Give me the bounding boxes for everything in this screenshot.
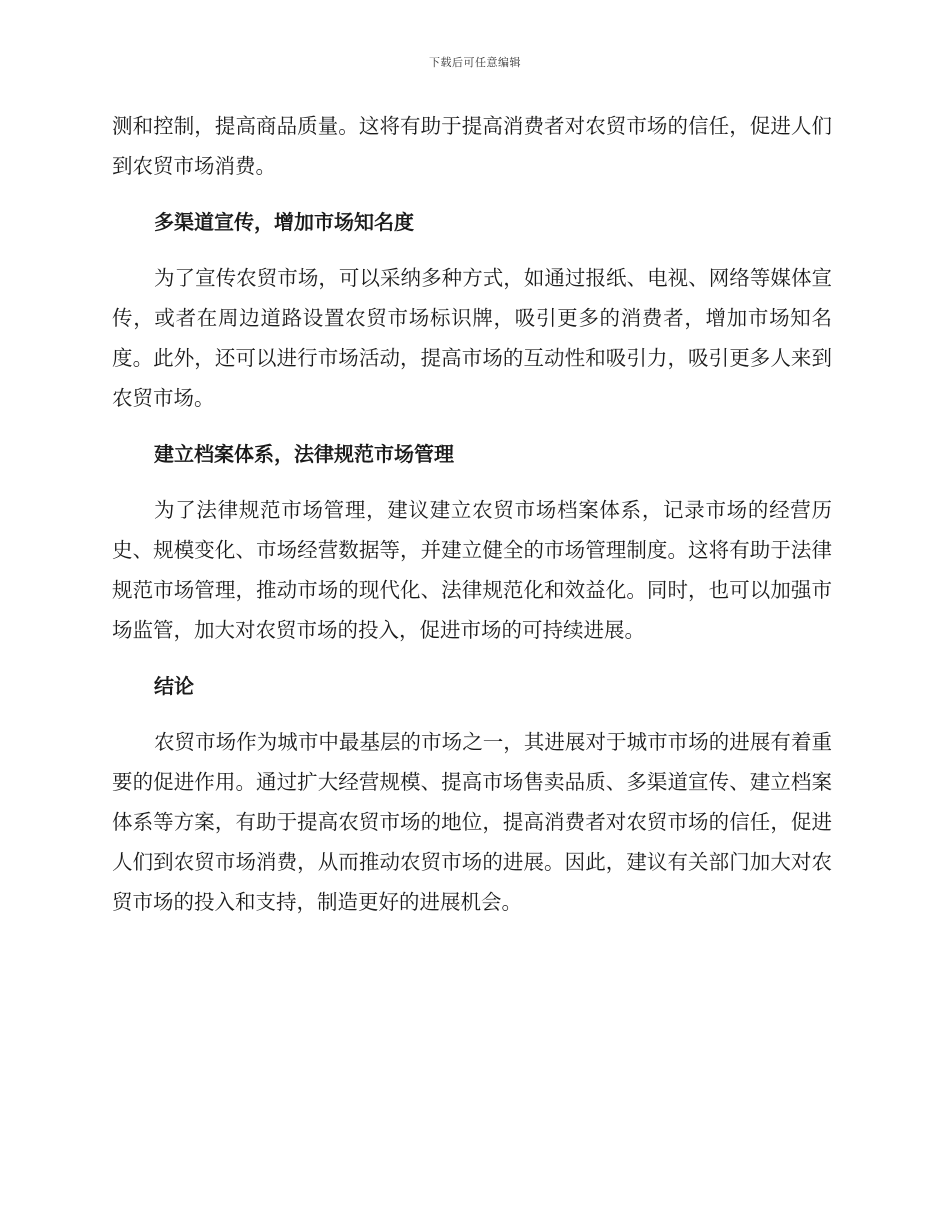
paragraph-conclusion: 农贸市场作为城市中最基层的市场之一，其进展对于城市市场的进展有着重要的促进作用。通过扩大经营规模、提高市场售卖品质、多渠道宣传、建立档案体系等方案，有助于提高农贸市场的地位，提高消费者对农贸市场的信任，促进人们到农贸市场消费，从而推动农贸市场的进展。因此，建议有关部门加大对农贸市场的投入和支持，制造更好的进展机会。 xyxy=(112,730,832,914)
paragraph-promotion: 为了宣传农贸市场，可以采纳多种方式，如通过报纸、电视、网络等媒体宣传，或者在周边道路设置农贸市场标识牌，吸引更多的消费者，增加市场知名度。此外，还可以进行市场活动，提高市场的互动性和吸引力，吸引更多人来到农贸市场。 xyxy=(112,266,832,410)
section-heading-conclusion: 结论 xyxy=(154,674,194,698)
document-body xyxy=(112,106,832,938)
section-heading-archive: 建立档案体系，法律规范市场管理 xyxy=(154,442,454,466)
paragraph-archive: 为了法律规范市场管理，建议建立农贸市场档案体系，记录市场的经营历史、规模变化、市场经营数据等，并建立健全的市场管理制度。这将有助于法律规范市场管理，推动市场的现代化、法律规范化和效益化。同时，也可以加强市场监管，加大对农贸市场的投入，促进市场的可持续进展。 xyxy=(112,498,832,642)
page-header-note: 下载后可任意编辑 xyxy=(429,56,521,69)
section-heading-promotion: 多渠道宣传，增加市场知名度 xyxy=(154,210,414,234)
paragraph-continued: 测和控制，提高商品质量。这将有助于提高消费者对农贸市场的信任，促进人们到农贸市场消费。 xyxy=(112,114,832,178)
